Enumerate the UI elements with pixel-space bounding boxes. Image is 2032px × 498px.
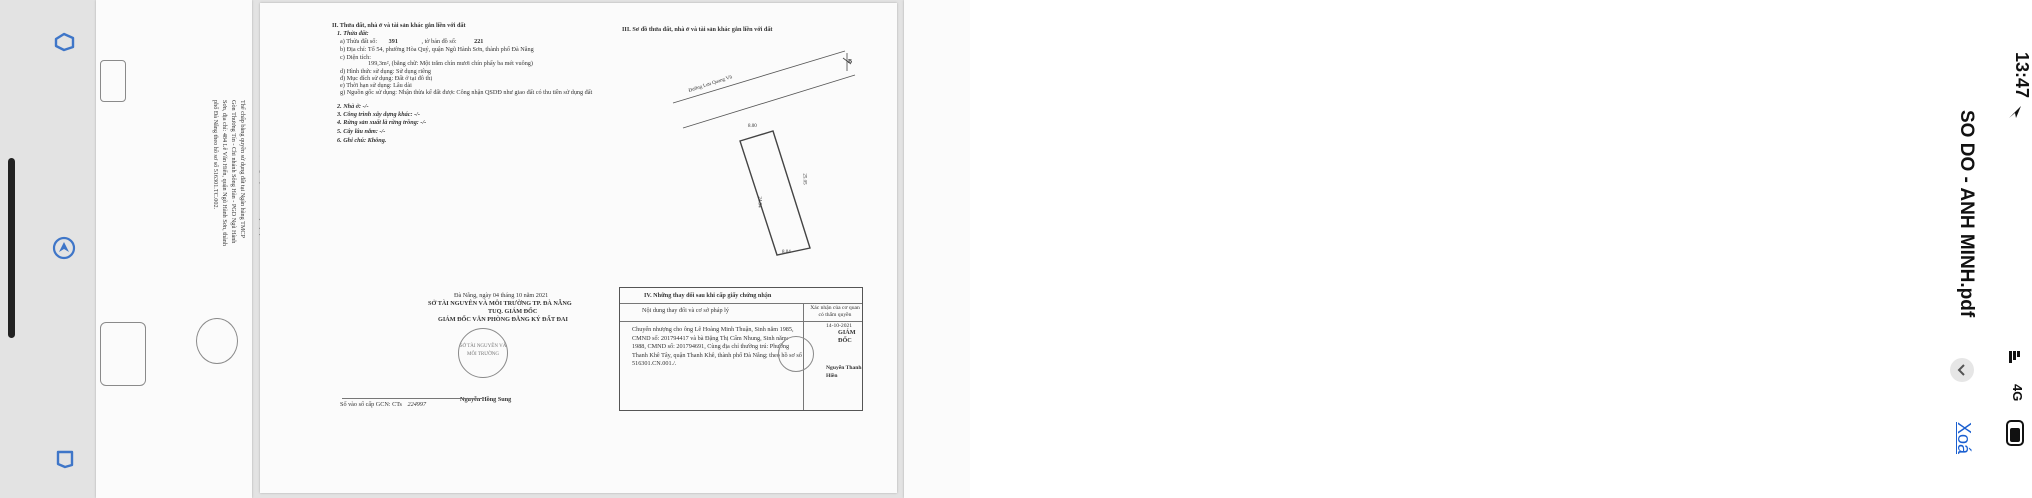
- section-2-title: II. Thửa đất, nhà ở và tài sản khác gắn liền với đất: [332, 22, 466, 29]
- delete-link[interactable]: Xoá: [1954, 422, 1974, 455]
- status-time: 13:47: [2012, 52, 2032, 99]
- item-1: 1. Thửa đất:: [337, 30, 369, 37]
- place-date: Đà Nẵng, ngày 04 tháng 10 năm 2021: [454, 292, 549, 299]
- dim-top: 8.00: [748, 124, 757, 129]
- item-1c-value: 199,3m², (bằng chữ: Một trăm chín mươi chín phẩy ba mét vuông): [368, 60, 533, 67]
- table-rule: [620, 303, 862, 304]
- status-bar: [970, 0, 2032, 498]
- changes-table: [619, 287, 863, 411]
- chevron-left-icon: [1950, 358, 1974, 382]
- parcel-value: 391: [388, 38, 398, 45]
- office-label: GIÁM ĐỐC VĂN PHÒNG ĐĂNG KÝ ĐẤT ĐAI: [438, 316, 568, 323]
- pdf-page-main: [260, 3, 897, 493]
- department: SỞ TÀI NGUYÊN VÀ MÔI TRƯỜNG TP. ĐÀ NẴNG: [428, 300, 572, 307]
- signer-name: Nguyễn Hồng Sung: [460, 396, 512, 403]
- item-6: 6. Ghi chú: Không.: [337, 137, 387, 144]
- file-title: SO DO - ANH MINH.pdf: [1956, 110, 1977, 318]
- item-1g: g) Nguồn gốc sử dụng: Nhận thừa kế đất được Công nhận QSDĐ như giao đất có thu tiền sử dụng đất: [340, 89, 593, 96]
- section-4-title: IV. Những thay đổi sau khi cấp giấy chứng nhận: [644, 292, 772, 299]
- pdf-page-right: [904, 0, 970, 498]
- entry-label-text: Số vào sổ cấp GCN: CTs: [340, 401, 402, 408]
- navigation-icon[interactable]: [52, 236, 76, 260]
- network-type: 4G: [2010, 384, 2025, 402]
- dim-right: 25.05: [801, 173, 807, 185]
- confirm-date: 14-10-2021: [826, 323, 853, 329]
- item-3: 3. Công trình xây dựng khác: -/-: [337, 111, 420, 118]
- drag-handle[interactable]: [8, 158, 15, 338]
- item-4: 4. Rừng sản xuất là rừng trồng: -/-: [337, 119, 427, 126]
- stamp-mark: [100, 322, 146, 386]
- map-label: , tờ bản đồ số:: [421, 38, 457, 45]
- item-1d: d) Hình thức sử dụng: Sử dụng riêng: [340, 68, 432, 75]
- road-name: Đường Lưu Quang Vũ: [688, 75, 733, 94]
- item-1e: đ) Mục đích sử dụng: Đất ở tại đô thị: [340, 75, 433, 82]
- entry-label: [340, 401, 426, 409]
- confirm-seal: [778, 336, 814, 372]
- seal-text: SỞ TÀI NGUYÊN VÀ MÔI TRƯỜNG: [459, 344, 507, 357]
- seal-mark: [196, 318, 238, 364]
- note-line-2: Gòn Thương Tín - Chi nhánh Sông Hàn - PGD Ngũ Hành: [230, 100, 237, 244]
- parcel-label: a) Thửa đất số:: [340, 38, 378, 45]
- entry-underline: [342, 398, 482, 399]
- bookmark-icon[interactable]: [54, 447, 76, 471]
- item-2: 2. Nhà ở: -/-: [337, 103, 369, 110]
- table-col-confirm: Xác nhận của cơ quan có thẩm quyền: [810, 305, 860, 318]
- item-1c: c) Diện tích:: [340, 54, 371, 61]
- pdf-viewer[interactable]: [0, 0, 970, 498]
- location-arrow-icon: [2007, 104, 2023, 120]
- seal-mark-top: [100, 60, 126, 102]
- signal-icon: [2008, 350, 2022, 368]
- table-col-changes: Nội dung thay đổi và cơ sở pháp lý: [642, 307, 729, 314]
- parcel-sketch: [655, 43, 885, 273]
- official-seal: [458, 328, 508, 378]
- tuq-label: TUQ. GIÁM ĐỐC: [488, 308, 538, 315]
- item-1b: b) Địa chỉ: Tổ 54, phường Hòa Quý, quận Ngũ Hành Sơn, thành phố Đà Nẵng: [340, 46, 534, 53]
- battery-icon: [2004, 418, 2026, 448]
- collapse-button[interactable]: [1950, 358, 1974, 382]
- pdf-page-left: [96, 0, 252, 498]
- item-5: 5. Cây lâu năm: -/-: [337, 128, 386, 135]
- entry-value: 224997: [407, 401, 427, 408]
- layers-icon[interactable]: [52, 30, 76, 52]
- note-line-4: phố Đà Nẵng theo hồ sơ số 516301.TC.002.: [212, 100, 219, 210]
- change-entry: Chuyển nhượng cho ông Lê Hoàng Minh Thuận, Sinh năm 1985, CMND số: 201794417 và bà Đặng Thị Cẩm Nhung, Sinh năm: 1988, CMND số: 201794691, Cùng địa chỉ thường trú: Phường Thanh Khê Tây, quận Thanh Khê, thành phố Đà Nẵng; theo hồ sơ số 516301.CN.001./.: [632, 326, 802, 367]
- section-3-title: III. Sơ đồ thửa đất, nhà ở và tài sản khác gắn liền với đất: [622, 26, 773, 33]
- map-value: 221: [474, 38, 484, 45]
- item-1a: [340, 38, 483, 46]
- confirm-name: Nguyễn Thanh Hiền: [826, 365, 862, 379]
- note-line-1: Thế chấp bằng quyền sử dụng đất tại Ngân hàng TMCP: [239, 100, 246, 238]
- dim-left: 24.94: [756, 196, 762, 208]
- dim-bottom: 8.04: [782, 250, 791, 255]
- note-line-3: Sơn, địa chỉ: 484 Lê Văn Hiến, quận Ngũ Hành Sơn, thành: [221, 100, 228, 246]
- item-1f: e) Thời hạn sử dụng: Lâu dài: [340, 82, 412, 89]
- compass-icon: B: [848, 59, 853, 65]
- confirm-role: GIÁM ĐỐC: [838, 329, 856, 344]
